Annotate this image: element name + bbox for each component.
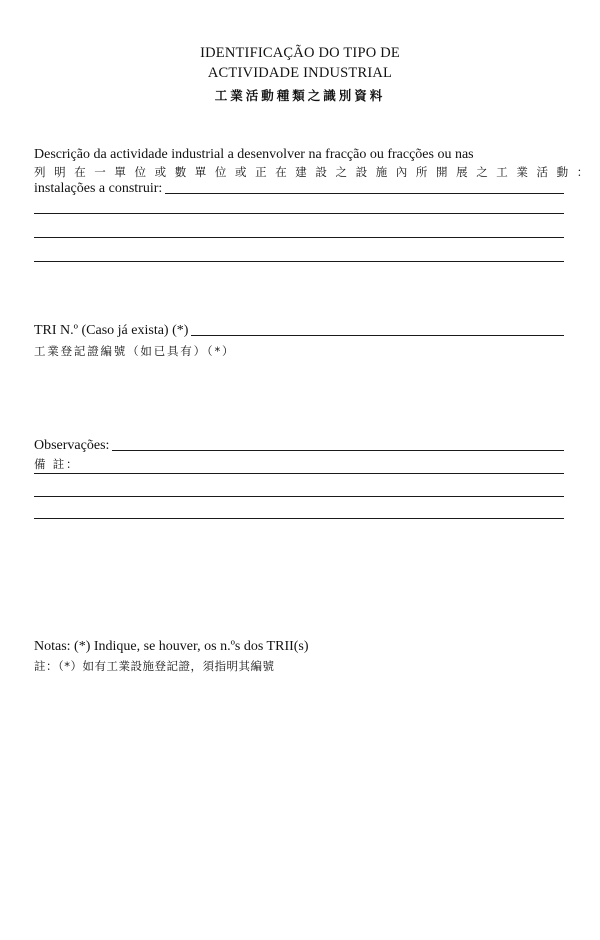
observations-field-row <box>34 438 564 454</box>
observations-input-line-4[interactable] <box>34 518 564 519</box>
tri-label: TRI N.º (Caso já exista) (*) <box>34 323 189 338</box>
description-field-row <box>34 181 564 197</box>
form-title-line2: ACTIVIDADE INDUSTRIAL <box>207 65 393 81</box>
description-input-line-1[interactable] <box>165 193 564 194</box>
observations-label-chinese: 備 註： <box>34 457 80 471</box>
description-label-line2: instalações a construir: <box>34 181 163 196</box>
description-label-chinese: 列明在一單位或數單位或正在建設之設施內所開展之工業活動： <box>34 165 597 179</box>
observations-input-line-2[interactable] <box>34 473 564 474</box>
description-input-line-3[interactable] <box>34 237 564 238</box>
observations-input-line-1[interactable] <box>112 450 564 451</box>
description-input-line-4[interactable] <box>34 261 564 262</box>
form-title-chinese: 工業活動種類之識別資料 <box>214 88 386 103</box>
tri-label-chinese: 工業登記證編號（如已具有）（*） <box>34 344 236 358</box>
notes-text-chinese: 註：（*）如有工業設施登記證，須指明其編號 <box>34 659 275 673</box>
notes-text: Notas: (*) Indique, se houver, os n.ºs dos TRII(s) <box>34 639 309 654</box>
tri-field-row <box>34 323 564 339</box>
description-input-line-2[interactable] <box>34 213 564 214</box>
tri-input-line[interactable] <box>191 335 564 336</box>
description-label-line1: Descrição da actividade industrial a desenvolver na fracção ou fracções ou nas <box>34 147 474 162</box>
form-title-line1: IDENTIFICAÇÃO DO TIPO DE <box>200 45 400 61</box>
observations-input-line-3[interactable] <box>34 496 564 497</box>
observations-label: Observações: <box>34 438 110 453</box>
